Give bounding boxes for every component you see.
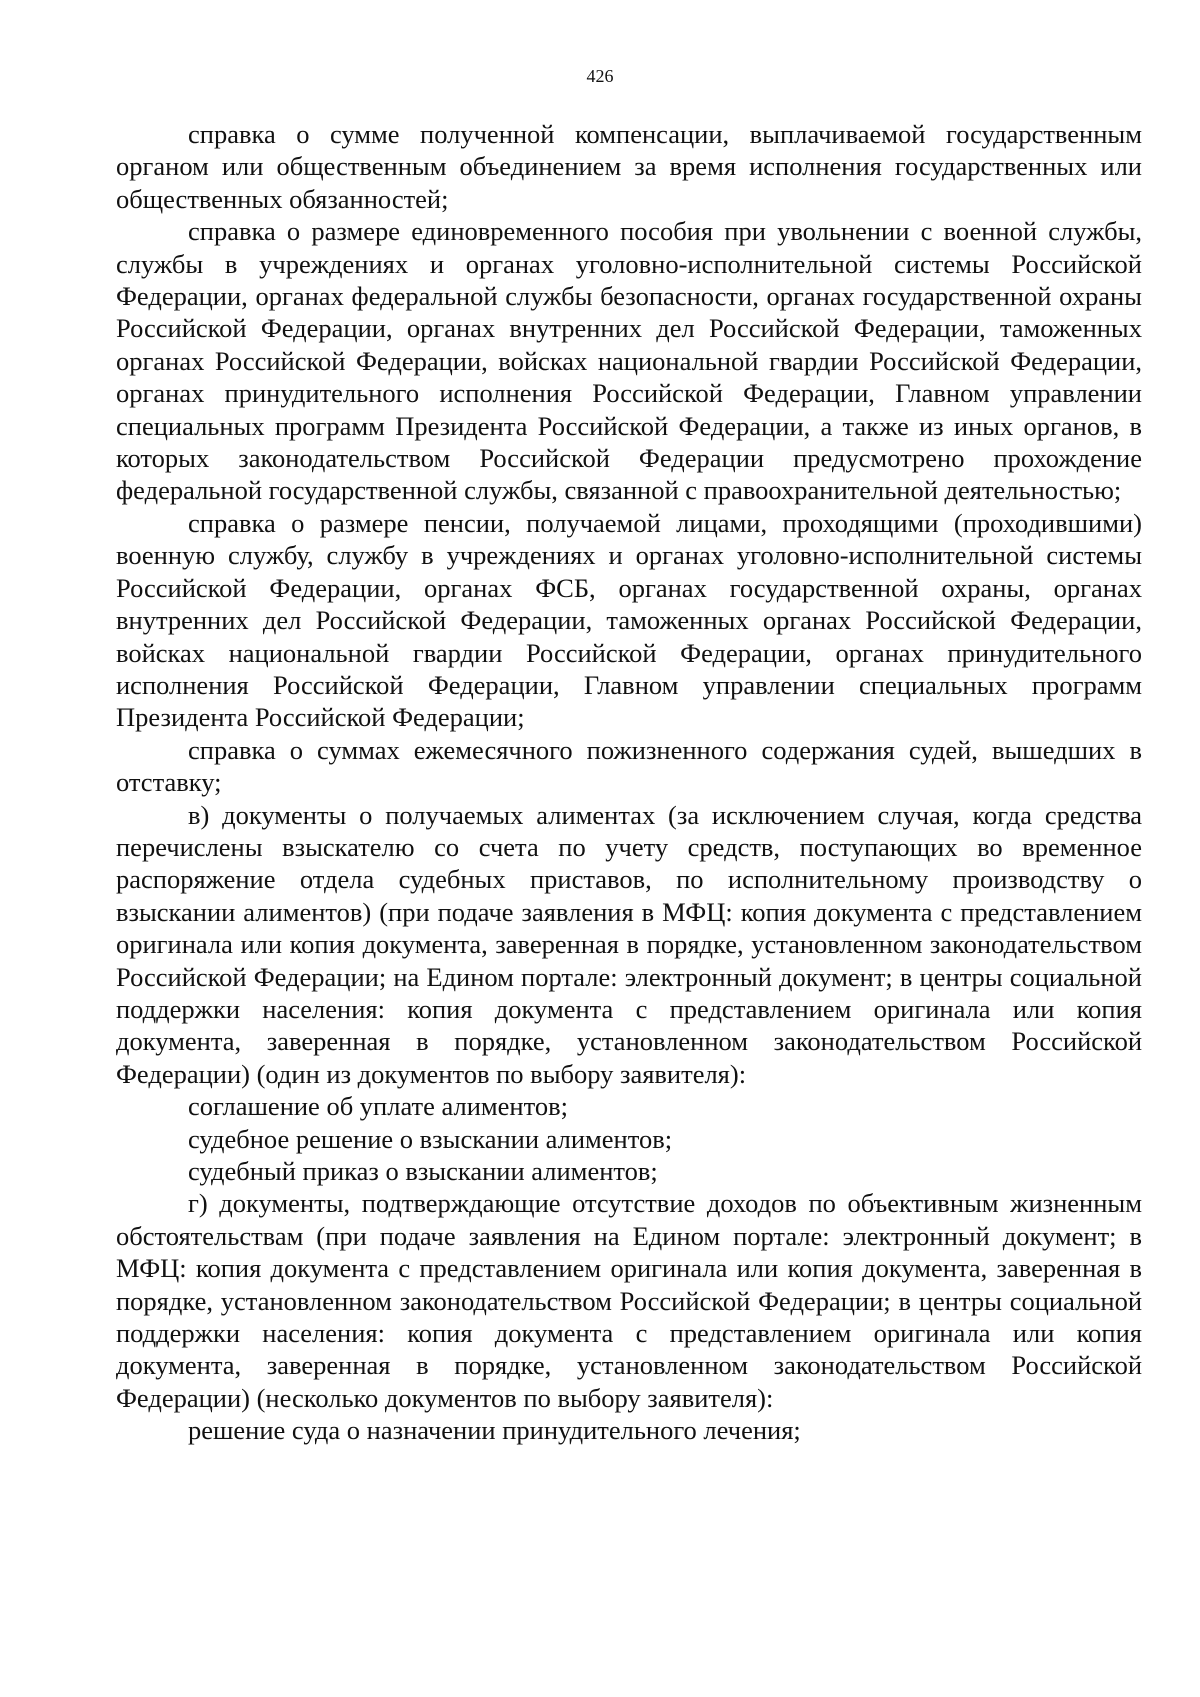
paragraph-alimony-agreement: соглашение об уплате алиментов; <box>188 1091 568 1122</box>
paragraph-judges-allowance-certificate: справка о суммах ежемесячного пожизненного содержания судей, вышедших в отставку; <box>116 734 1142 798</box>
paragraph-severance-certificate: справка о размере единовременного пособия при увольнении с военной службы, службы в учреждениях и органах уголовно-исполнительной системы Российской Федерации, органах федеральной службы безопасности, органах государственной охраны Российской Федерации, органах внутренних дел Российской Федерации, таможенных органах Российской Федерации, войсках национальной гвардии Российской Федерации, органах принудительного исполнения Российской Федерации, Главном управлении специальных программ Президента Российской Федерации, а также из иных органов, в которых законодательством Российской Федерации предусмотрено прохождение федеральной государственной службы, связанной с правоохранительной деятельностью; <box>116 216 1142 506</box>
paragraph-alimony-court-decision: судебное решение о взыскании алиментов; <box>188 1123 673 1154</box>
paragraph-compulsory-treatment-decision: решение суда о назначении принудительного лечения; <box>188 1415 801 1446</box>
paragraph-pension-certificate: справка о размере пенсии, получаемой лицами, проходящими (проходившими) военную службу, службу в учреждениях и органах уголовно-исполнительной системы Российской Федерации, органах ФСБ, органах государственной охраны, органах внутренних дел Российской Федерации, таможенных органах Российской Федерации, войсках национальной гвардии Российской Федерации, органах принудительного исполнения Российской Федерации, Главном управлении специальных программ Президента Российской Федерации; <box>116 507 1142 733</box>
paragraph-alimony-documents: в) документы о получаемых алиментах (за исключением случая, когда средства перечислены взыскателю со счета по учету средств, поступающих во временное распоряжение отдела судебных приставов, по исполнительному производству о взыскании алиментов) (при подаче заявления в МФЦ: копия документа с представлением оригинала или копия документа, заверенная в порядке, установленном законодательством Российской Федерации; на Едином портале: электронный документ; в центры социальной поддержки населения: копия документа с представлением оригинала или копия документа, заверенная в порядке, установленном законодательством Российской Федерации) (один из документов по выбору заявителя): <box>116 799 1142 1089</box>
paragraph-compensation-certificate: справка о сумме полученной компенсации, выплачиваемой государственным органом или общественным объединением за время исполнения государственных или общественных обязанностей; <box>116 119 1142 214</box>
paragraph-no-income-documents: г) документы, подтверждающие отсутствие доходов по объективным жизненным обстоятельствам (при подаче заявления на Едином портале: электронный документ; в МФЦ: копия документа с представлением оригинала или копия документа, заверенная в порядке, установленном законодательством Российской Федерации; в центры социальной поддержки населения: копия документа с представлением оригинала или копия документа, заверенная в порядке, установленном законодательством Российской Федерации) (несколько документов по выбору заявителя): <box>116 1188 1142 1413</box>
document-body <box>116 118 1142 1447</box>
paragraph-alimony-court-order: судебный приказ о взыскании алиментов; <box>188 1156 658 1186</box>
page-number: 426 <box>586 66 614 86</box>
